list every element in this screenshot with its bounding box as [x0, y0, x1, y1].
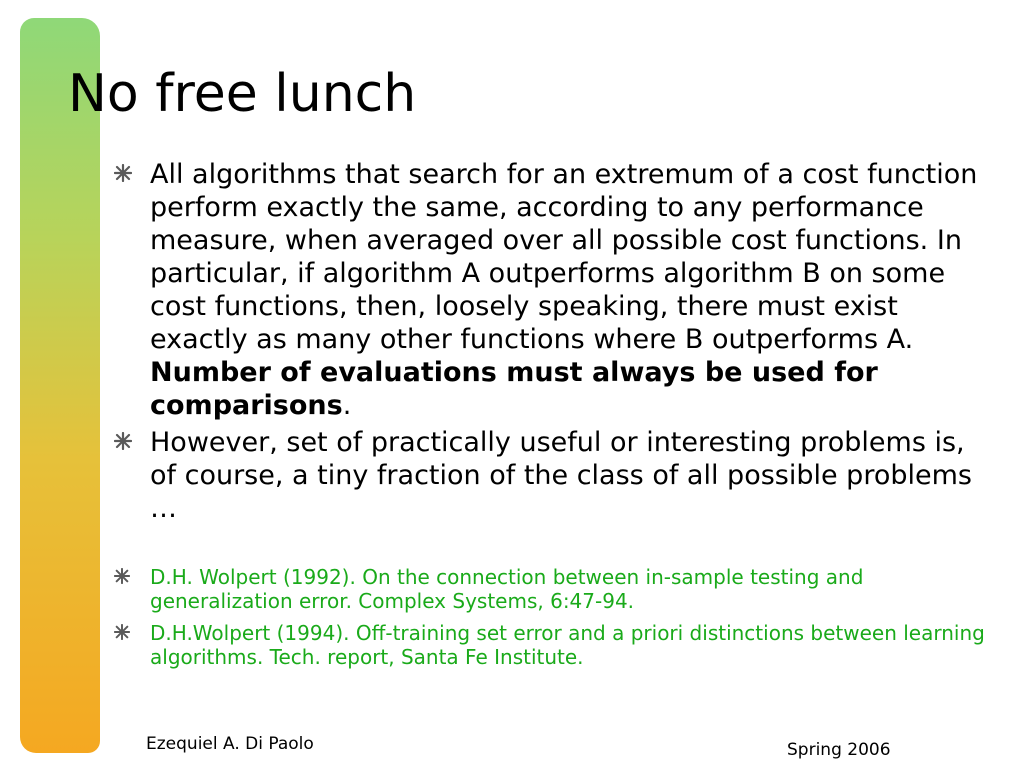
- bullet-emphasis-tail: .: [342, 390, 352, 421]
- footer-author: Ezequiel A. Di Paolo: [146, 734, 314, 754]
- star-bullet-icon: [114, 432, 132, 450]
- reference-text: D.H. Wolpert (1992). On the connection between in-sample testing and generalization error. Complex Systems, 6:47-94.: [150, 565, 864, 613]
- reference-text: D.H.Wolpert (1994). Off-training set error and a priori distinctions between learning algorithms. Tech. report, Santa Fe Institute.: [150, 621, 985, 669]
- bullet-emphasis: Number of evaluations must always be used for comparisons: [150, 357, 878, 421]
- bullet-text: However, set of practically useful or interesting problems is, of course, a tiny fraction of the class of all possible problems …: [150, 427, 972, 524]
- reference-list: [108, 565, 988, 669]
- bullet-item: [108, 426, 988, 525]
- reference-item: [108, 565, 988, 613]
- reference-item: [108, 621, 988, 669]
- slide-title: No free lunch: [68, 64, 417, 124]
- star-bullet-icon: [114, 164, 132, 182]
- bullet-text: All algorithms that search for an extremum of a cost function perform exactly the same, according to any performance measure, when averaged over all possible cost functions. In particular, if algorithm A outperforms algorithm B on some cost functions, then, loosely speaking, there must exist exactly as many other functions where B outperforms A.: [150, 159, 978, 355]
- star-bullet-icon: [114, 624, 130, 640]
- bullet-list: [108, 158, 988, 525]
- slide-content: [108, 158, 988, 677]
- decorative-side-bar: [20, 18, 100, 753]
- star-bullet-icon: [114, 568, 130, 584]
- footer-term: Spring 2006: [787, 740, 891, 760]
- bullet-item: [108, 158, 988, 422]
